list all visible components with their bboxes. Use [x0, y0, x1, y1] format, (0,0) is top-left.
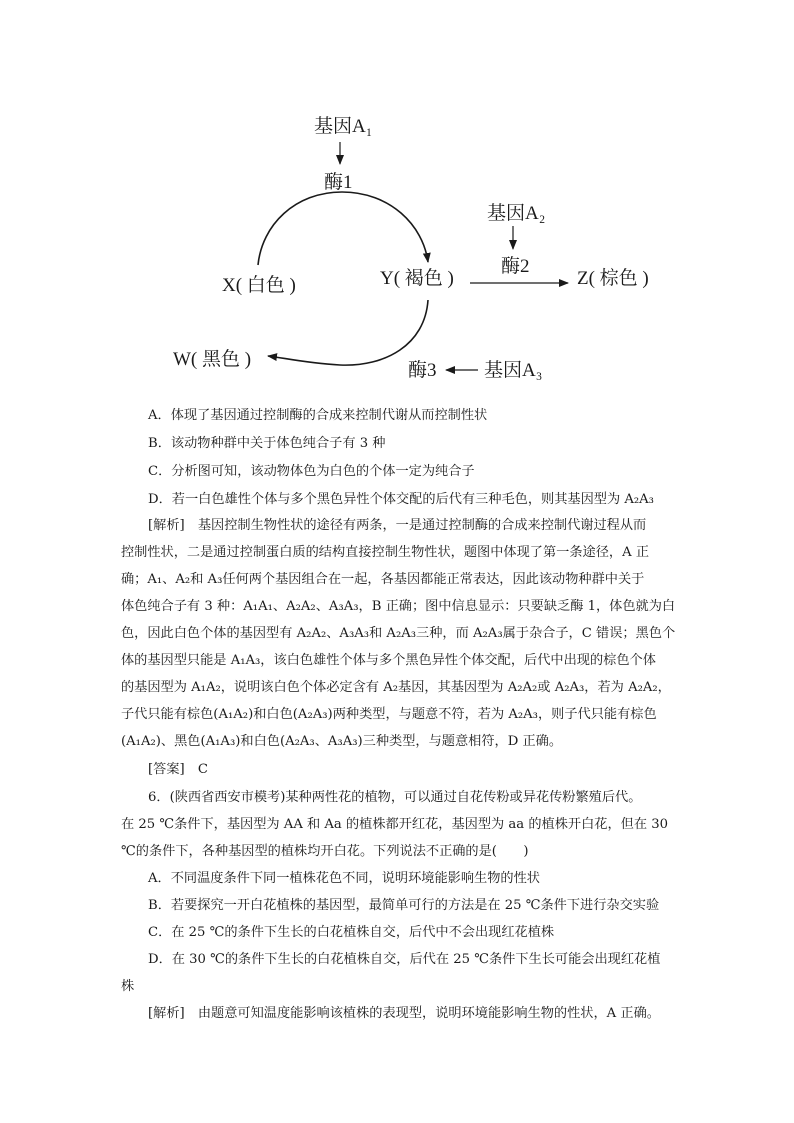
q5-analysis-line: (A₁A₂)、黑色(A₁A₃)和白色(A₂A₃、A₃A₃)三种类型，与题意相符，D 正确。: [121, 734, 563, 749]
q5-analysis-line: 确；A₁、A₂和 A₃任何两个基因组合在一起，各基因都能正常表达，因此该动物种群中关于: [121, 572, 645, 587]
q5-option-c: C．分析图可知，该动物体色为白色的个体一定为纯合子: [148, 464, 475, 479]
q5-analysis-line: 控制性状，二是通过控制蛋白质的结构直接控制生物性状，题图中体现了第一条途径，A 正: [121, 545, 650, 560]
q5-analysis-line: 体的基因型只能是 A₁A₃，该白色雄性个体与多个黑色异性个体交配，后代中出现的棕色个体: [121, 653, 656, 668]
node-w-label: W( 黑色 ): [173, 349, 252, 370]
enzyme2-label: 酶2: [501, 256, 530, 277]
q6-stem-line: 在 25 ℃条件下，基因型为 AA 和 Aa 的植株都开红花，基因型为 aa 的植株开白花，但在 30: [121, 817, 669, 832]
q6-option-b: B．若要探究一开白花植株的基因型，最简单可行的方法是在 25 ℃条件下进行杂交实验: [148, 898, 660, 913]
q5-answer: [答案] C: [148, 762, 208, 777]
node-x-label: X( 白色 ): [222, 275, 296, 296]
arc-x-to-y: [258, 192, 428, 265]
q6-option-d-continued: 株: [121, 979, 135, 994]
q6-option-c: C．在 25 ℃的条件下生长的白花植株自交，后代中不会出现红花植株: [148, 925, 555, 940]
q5-option-b: B．该动物种群中关于体色纯合子有 3 种: [148, 436, 386, 451]
q6-option-a: A．不同温度条件下同一植株花色不同，说明环境能影响生物的性状: [148, 871, 540, 886]
q6-option-d: D．在 30 ℃的条件下生长的白花植株自交，后代在 25 ℃条件下生长可能会出现红花植: [148, 952, 661, 967]
arc-y-to-w: [268, 300, 428, 365]
gene-a3-label: 基因A₃: [484, 360, 543, 381]
q5-analysis-line: [解析] 基因控制生物性状的途径有两条，一是通过控制酶的合成来控制代谢过程从而: [148, 518, 647, 533]
q6-stem-line: 6．(陕西省西安市模考)某种两性花的植物，可以通过自花传粉或异花传粉繁殖后代。: [148, 790, 642, 805]
q5-option-d: D．若一白色雄性个体与多个黑色异性个体交配的后代有三种毛色，则其基因型为 A₂A₃: [148, 492, 654, 507]
q5-analysis-line: 子代只能有棕色(A₁A₂)和白色(A₂A₃)两种类型，与题意不符，若为 A₂A₃，则子代只能有棕色: [121, 707, 657, 722]
pathway-arrows: [0, 0, 794, 395]
q5-option-a: A．体现了基因通过控制酶的合成来控制代谢从而控制性状: [148, 408, 488, 423]
pigment-pathway-diagram: [0, 0, 794, 395]
node-z-label: Z( 棕色 ): [577, 268, 649, 289]
node-y-label: Y( 褐色 ): [380, 268, 454, 289]
q5-analysis-line: 的基因型为 A₁A₂，说明该白色个体必定含有 A₂基因，其基因型为 A₂A₂或 A₂A₃，若为 A₂A₂，: [121, 680, 671, 695]
q5-analysis-line: 色，因此白色个体的基因型有 A₂A₂、A₃A₃和 A₂A₃三种，而 A₂A₃属于杂合子，C 错误；黑色个: [121, 626, 676, 641]
gene-a1-label: 基因A₁: [314, 116, 373, 137]
gene-a2-label: 基因A₂: [487, 203, 546, 224]
q6-stem-line: ℃的条件下，各种基因型的植株均开白花。下列说法不正确的是( ): [121, 844, 529, 859]
enzyme1-label: 酶1: [324, 172, 353, 193]
enzyme3-label: 酶3: [408, 360, 437, 381]
q5-analysis-line: 体色纯合子有 3 种：A₁A₁、A₂A₂、A₃A₃，B 正确；图中信息显示：只要缺乏酶 1，体色就为白: [121, 599, 676, 614]
q6-analysis: [解析] 由题意可知温度能影响该植株的表现型，说明环境能影响生物的性状，A 正确。: [148, 1006, 660, 1021]
